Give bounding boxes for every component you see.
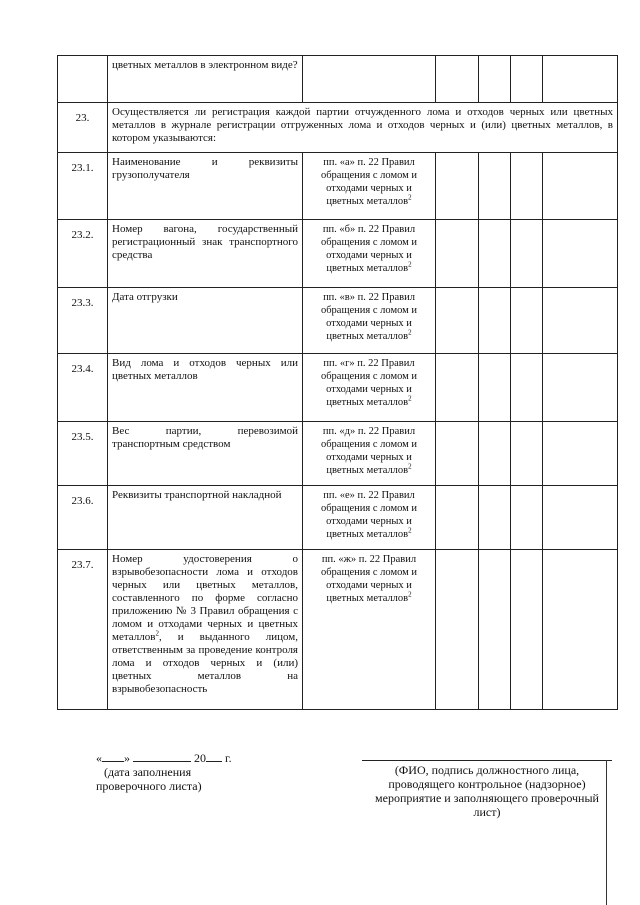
table-row [58,153,618,220]
answer-cell [543,153,618,220]
answer-cell [543,486,618,550]
answer-cell [511,550,543,710]
row-question-text: Наименование и реквизиты грузополучателя [108,153,303,220]
legal-reference [303,220,436,288]
row-number: 23.5. [58,422,108,486]
row-question-text: Вес партии, перевозимой транспортным средством [108,422,303,486]
margin-line [606,760,607,905]
reference-rules-name: обращения с ломом и отходами черных и цветных металлов [320,170,418,207]
footnote-mark: 2 [408,462,412,471]
row-number: 23.6. [58,486,108,550]
answer-cell [479,354,511,422]
footnote-mark: 2 [408,526,412,535]
year-prefix: 20 [194,751,206,765]
answer-cell [479,550,511,710]
answer-cell [511,486,543,550]
answer-cell [436,153,479,220]
row-number: 23.7. [58,550,108,710]
row-question-text: Номер вагона, государственный регистрационный знак транспортного средства [108,220,303,288]
footnote-mark: 2 [155,629,159,638]
reference-clause: пп. «в» п. 22 Правил [323,292,415,303]
row-question-text [108,550,303,710]
answer-cell [543,220,618,288]
row-question-text-part: Номер удостоверения о взрывобезопасности лома и отходов черных или цветных металлов, составленного по форме согласно приложению № 3 Правил обращения с ломом и отходами черных и цветных металлов [112,553,298,643]
answer-cell [543,354,618,422]
row-number: 23.4. [58,354,108,422]
answer-cell [511,220,543,288]
answer-cell [436,422,479,486]
reference-rules-name: обращения с ломом и отходами черных и цветных металлов [320,567,418,604]
reference-clause: пп. «ж» п. 22 Правил [321,554,417,565]
reference-rules-name: обращения с ломом и отходами черных и цветных металлов [320,305,418,342]
table-row-top [58,56,618,103]
legal-reference [303,288,436,354]
answer-cell [436,220,479,288]
reference-clause: пп. «г» п. 22 Правил [323,358,415,369]
answer-cell [479,288,511,354]
table-row [58,288,618,354]
date-block [96,750,232,793]
legal-reference [303,550,436,710]
table-row [58,550,618,710]
legal-reference [303,354,436,422]
signature-line [362,760,612,761]
answer-cell [511,288,543,354]
reference-rules-name: обращения с ломом и отходами черных и цветных металлов [320,503,418,540]
date-close-quote: » [124,751,130,765]
reference-rules-name: обращения с ломом и отходами черных и цветных металлов [320,371,418,408]
date-caption-2: проверочного листа) [96,779,202,793]
reference-clause: пп. «а» п. 22 Правил [323,157,415,168]
row-number: 23.3. [58,288,108,354]
answer-cell [436,354,479,422]
official-caption: (ФИО, подпись должностного лица, проводящего контрольное (надзорное) мероприятие и заполняющего проверочный лист) [375,763,599,819]
row-question-text: Вид лома и отходов черных или цветных металлов [108,354,303,422]
legal-reference [303,486,436,550]
footnote-mark: 2 [408,394,412,403]
table-row [58,422,618,486]
footnote-mark: 2 [408,328,412,337]
row-question-text: Осуществляется ли регистрация каждой партии отчужденного лома и отходов черных или цветных металлов в журнале регистрации отгруженных лома и отходов черных и (или) цветных металлов, в котором указываются: [108,103,618,153]
answer-cell [511,354,543,422]
table-row [58,354,618,422]
answer-cell [479,153,511,220]
answer-cell [479,220,511,288]
checklist-table [57,55,618,710]
date-open-quote: « [96,751,102,765]
footnote-mark: 2 [408,590,412,599]
reference-clause: пп. «е» п. 22 Правил [323,490,415,501]
answer-cell [436,288,479,354]
answer-cell [479,486,511,550]
legal-reference [303,153,436,220]
answer-cell [511,153,543,220]
table-row-23 [58,103,618,153]
row-question-text: цветных металлов в электронном виде? [108,56,303,103]
month-blank [133,750,191,762]
answer-cell [479,422,511,486]
answer-cell [511,422,543,486]
year-suffix: г. [225,751,232,765]
reference-rules-name: обращения с ломом и отходами черных и цветных металлов [320,237,418,274]
answer-cell [543,550,618,710]
row-question-text: Дата отгрузки [108,288,303,354]
year-blank [206,750,222,762]
row-number: 23.1. [58,153,108,220]
reference-clause: пп. «д» п. 22 Правил [322,426,416,437]
row-question-text: Реквизиты транспортной накладной [108,486,303,550]
row-number: 23.2. [58,220,108,288]
day-blank [102,750,124,762]
answer-cell [436,550,479,710]
row-question-text-part: , и выданного лицом, ответственным за проведение контроля лома и отходов черных и (или) цветных металлов на взрывобезопасность [112,631,298,695]
footnote-mark: 2 [408,260,412,269]
footnote-mark: 2 [408,193,412,202]
legal-reference [303,422,436,486]
reference-rules-name: обращения с ломом и отходами черных и цветных металлов [320,439,418,476]
reference-clause: пп. «б» п. 22 Правил [322,224,416,235]
table-row [58,486,618,550]
answer-cell [436,486,479,550]
row-number: 23. [58,103,108,153]
answer-cell [543,288,618,354]
date-caption-1: (дата заполнения [104,765,192,779]
table-row [58,220,618,288]
answer-cell [543,422,618,486]
